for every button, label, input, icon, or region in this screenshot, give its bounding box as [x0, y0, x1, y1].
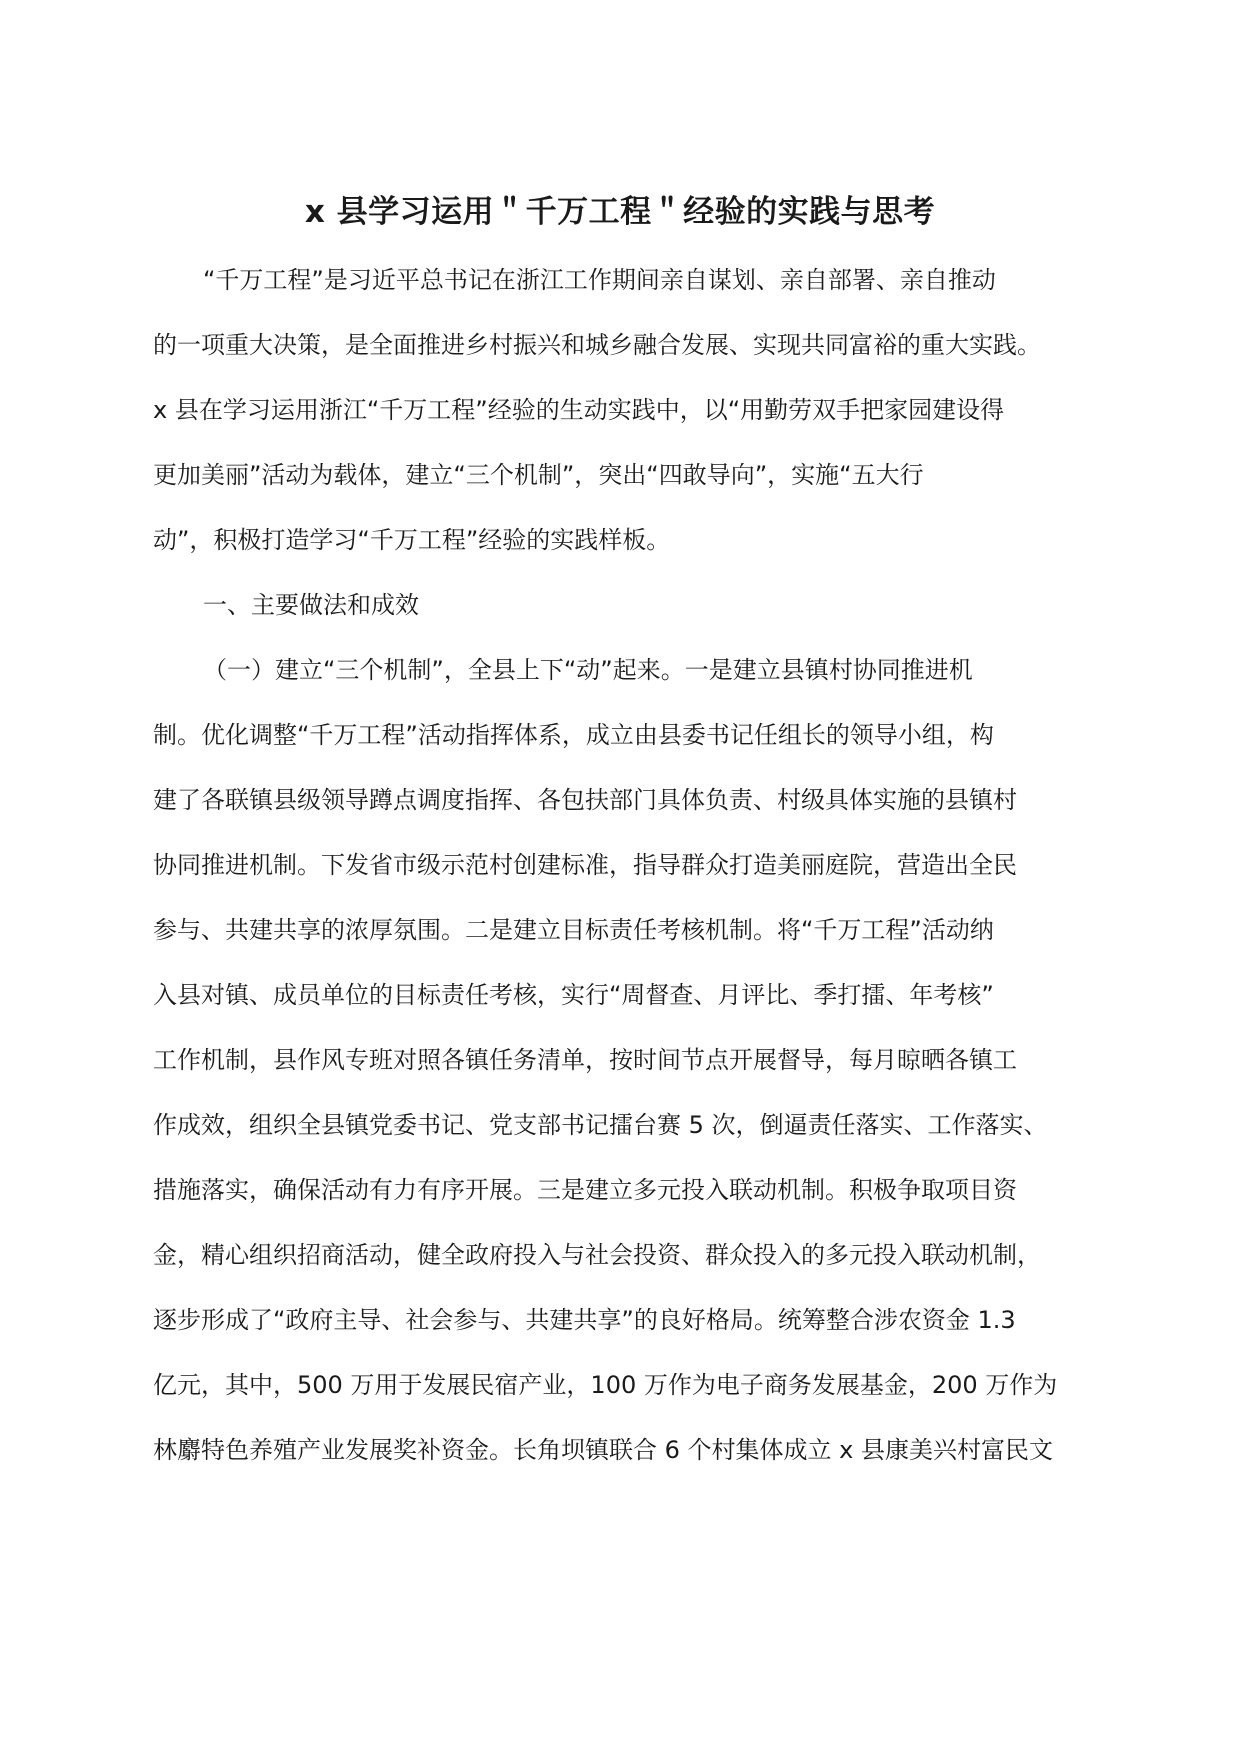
text-line: “千万工程”是习近平总书记在浙江工作期间亲自谋划、亲自部署、亲自推动 [203, 266, 996, 294]
text-line: 参与、共建共享的浓厚氛围。二是建立目标责任考核机制。将“千万工程”活动纳 [153, 916, 994, 944]
text-line: 动”，积极打造学习“千万工程”经验的实践样板。 [153, 526, 671, 554]
text-line: 金，精心组织招商活动，健全政府投入与社会投资、群众投入的多元投入联动机制， [153, 1241, 1041, 1269]
text-line: 入县对镇、成员单位的目标责任考核，实行“周督查、月评比、季打擂、年考核” [153, 981, 994, 1009]
text-line: 作成效，组织全县镇党委书记、党支部书记擂台赛 5 次，倒逼责任落实、工作落实、 [153, 1111, 1048, 1139]
text-line: 更加美丽”活动为载体，建立“三个机制”，突出“四敢导向”，实施“五大行 [153, 461, 924, 489]
text-line: 建了各联镇县级领导蹲点调度指挥、各包扶部门具体负责、村级具体实施的县镇村 [153, 786, 1017, 814]
document-title: x 县学习运用＂千万工程＂经验的实践与思考 [304, 194, 936, 230]
text-line: 逐步形成了“政府主导、社会参与、共建共享”的良好格局。统筹整合涉农资金 1.3 [153, 1306, 1016, 1334]
section-heading: 一、主要做法和成效 [203, 591, 419, 619]
text-line: 制。优化调整“千万工程”活动指挥体系，成立由县委书记任组长的领导小组，构 [153, 721, 994, 749]
document-body [153, 258, 1088, 1493]
text-line: x 县在学习运用浙江“千万工程”经验的生动实践中，以“用勤劳双手把家园建设得 [153, 396, 1005, 424]
text-line: 措施落实，确保活动有力有序开展。三是建立多元投入联动机制。积极争取项目资 [153, 1176, 1017, 1204]
text-line: （一）建立“三个机制”，全县上下“动”起来。一是建立县镇村协同推进机 [203, 656, 973, 684]
text-line: 协同推进机制。下发省市级示范村创建标准，指导群众打造美丽庭院，营造出全民 [153, 851, 1017, 879]
text-line: 的一项重大决策，是全面推进乡村振兴和城乡融合发展、实现共同富裕的重大实践。 [153, 331, 1041, 359]
text-line: 亿元，其中，500 万用于发展民宿产业，100 万作为电子商务发展基金，200 万作为 [153, 1371, 1058, 1399]
text-line: 林麝特色养殖产业发展奖补资金。长角坝镇联合 6 个村集体成立 x 县康美兴村富民文 [153, 1436, 1053, 1464]
text-line: 工作机制，县作风专班对照各镇任务清单，按时间节点开展督导，每月晾晒各镇工 [153, 1046, 1017, 1074]
